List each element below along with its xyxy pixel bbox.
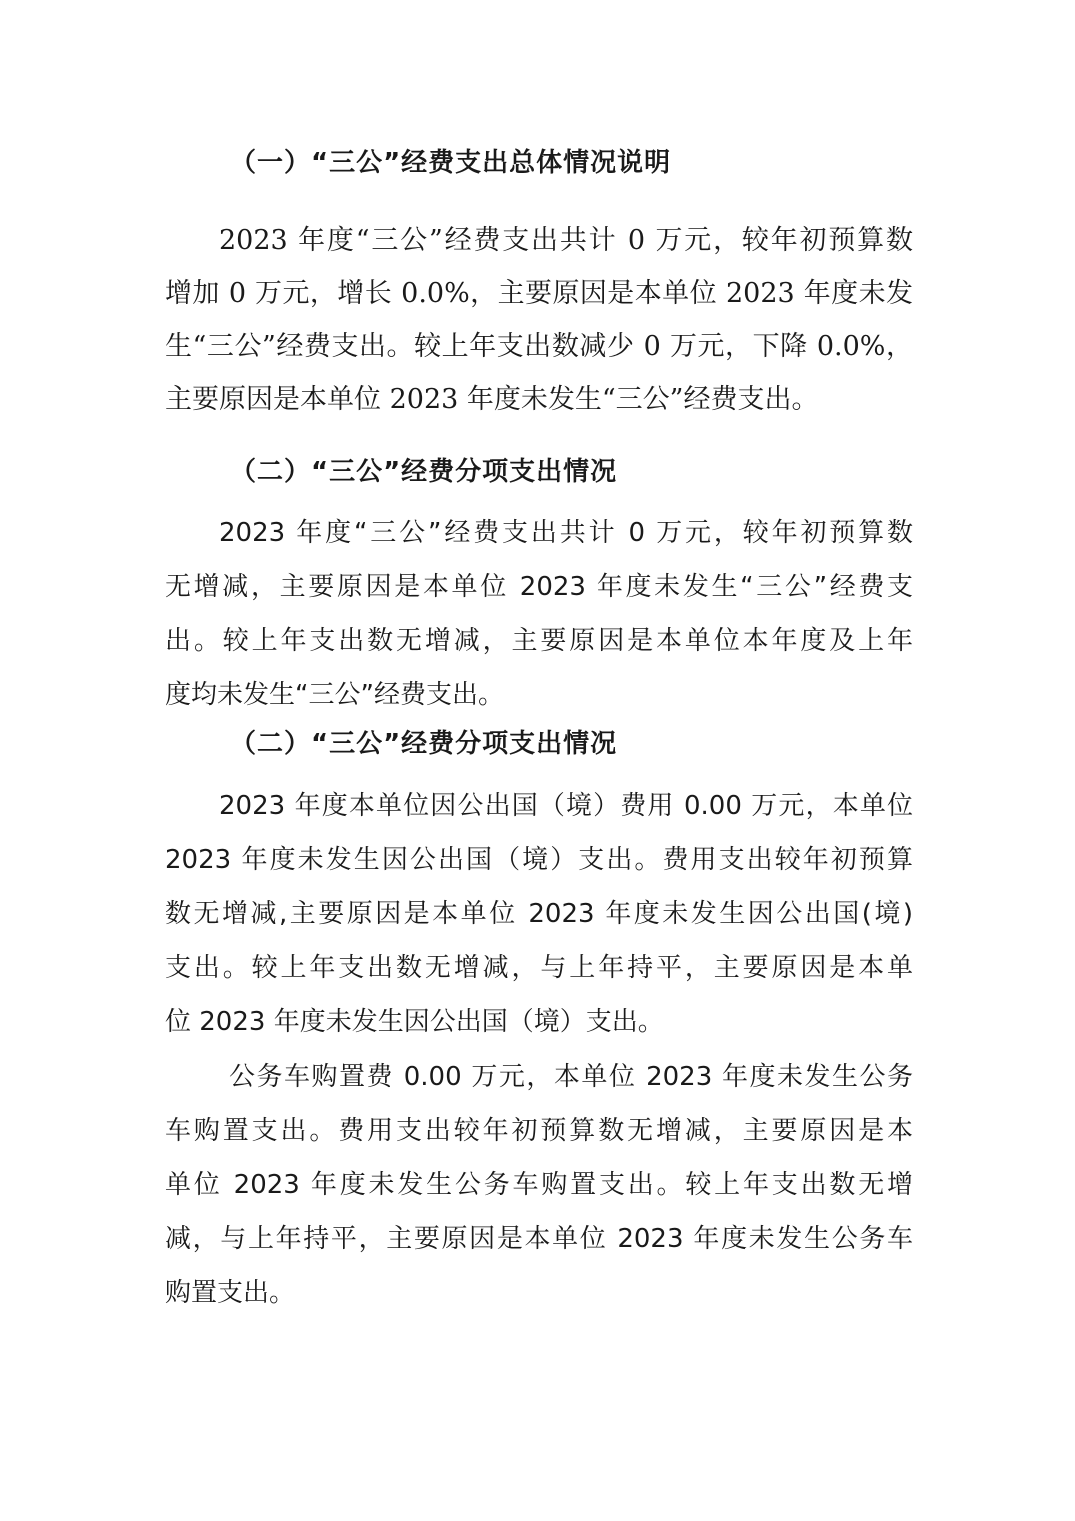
paragraph-line: 支出。较上年支出数无增减，与上年持平，主要原因是本单 bbox=[165, 953, 913, 983]
paragraph-line: 位 2023 年度未发生因公出国（境）支出。 bbox=[165, 1007, 664, 1037]
paragraph-line: 2023 年度“三公”经费支出共计 0 万元，较年初预算数 bbox=[219, 225, 913, 256]
section-paragraph-3 bbox=[165, 779, 913, 1049]
paragraph-line: 公务车购置费 0.00 万元，本单位 2023 年度未发生公务 bbox=[229, 1062, 913, 1092]
section-paragraph-4 bbox=[165, 1050, 913, 1320]
section-heading-1: （一）“三公”经费支出总体情况说明 bbox=[230, 148, 672, 178]
section-paragraph-2 bbox=[165, 506, 913, 722]
paragraph-line: 2023 年度未发生因公出国（境）支出。费用支出较年初预算 bbox=[165, 845, 913, 875]
paragraph-line: 数无增减,主要原因是本单位 2023 年度未发生因公出国(境) bbox=[165, 899, 913, 929]
paragraph-line: 减，与上年持平，主要原因是本单位 2023 年度未发生公务车 bbox=[165, 1224, 913, 1254]
paragraph-line: 增加 0 万元，增长 0.0%，主要原因是本单位 2023 年度未发 bbox=[165, 278, 913, 309]
paragraph-line: 出。较上年支出数无增减，主要原因是本单位本年度及上年 bbox=[165, 626, 913, 656]
paragraph-line: 无增减，主要原因是本单位 2023 年度未发生“三公”经费支 bbox=[165, 572, 913, 602]
paragraph-line: 2023 年度“三公”经费支出共计 0 万元，较年初预算数 bbox=[219, 518, 913, 548]
paragraph-line: 车购置支出。费用支出较年初预算数无增减，主要原因是本 bbox=[165, 1116, 913, 1146]
section-heading-3: （二）“三公”经费分项支出情况 bbox=[230, 729, 618, 759]
section-paragraph-1 bbox=[165, 214, 913, 426]
paragraph-line: 2023 年度本单位因公出国（境）费用 0.00 万元，本单位 bbox=[219, 791, 913, 821]
paragraph-line: 单位 2023 年度未发生公务车购置支出。较上年支出数无增 bbox=[165, 1170, 913, 1200]
paragraph-line: 生“三公”经费支出。较上年支出数减少 0 万元，下降 0.0%， bbox=[165, 331, 913, 362]
paragraph-line: 购置支出。 bbox=[165, 1278, 296, 1308]
paragraph-line: 度均未发生“三公”经费支出。 bbox=[165, 680, 504, 710]
paragraph-line: 主要原因是本单位 2023 年度未发生“三公”经费支出。 bbox=[165, 384, 819, 415]
section-heading-2: （二）“三公”经费分项支出情况 bbox=[230, 457, 618, 487]
